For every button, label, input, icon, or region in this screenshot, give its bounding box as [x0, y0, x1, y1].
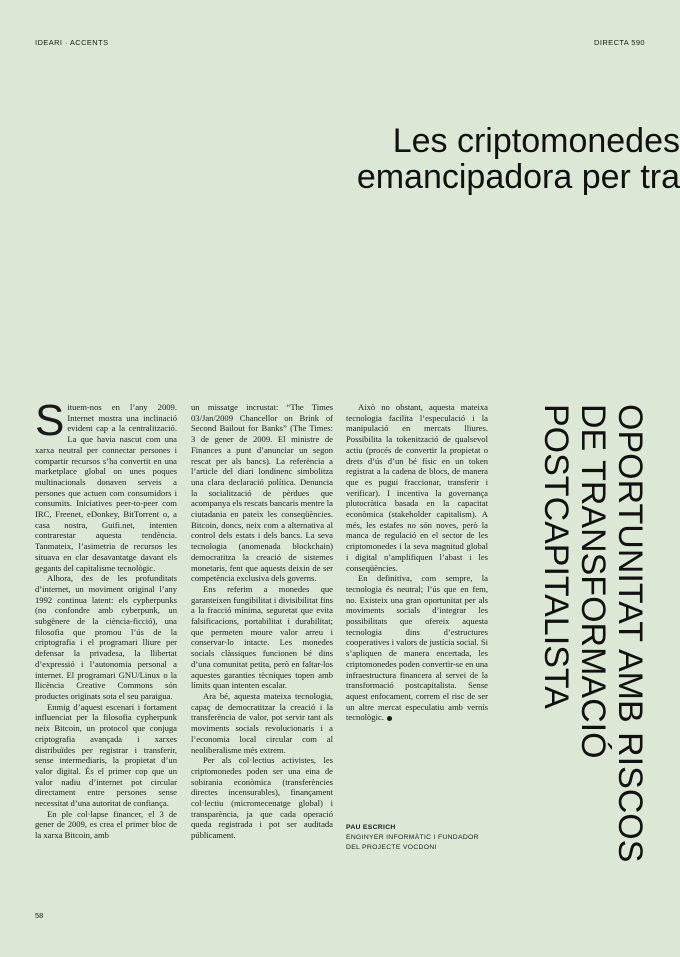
- end-mark-icon: [387, 716, 392, 721]
- author-name: PAU ESCRICH: [346, 824, 396, 831]
- body-paragraph: Ara bé, aquesta mateixa tecnologia, capaç de democratitzar la creació i la transferència de valor, pot servir tant als moviments socials revolucionaris i a l’economia local circular com al neoliberalisme més extrem.: [191, 690, 333, 755]
- body-paragraph: Això no obstant, aquesta mateixa tecnologia facilita l’especulació i la manipulació en mercats lliures. Possibilita la tokenització de qualsevol actiu (procés de convertir la propietat o drets d’ús d’un bé físic en un token registrat a la cadena de blocs, de manera que es pugui fraccionar, transferir i verificar). I incentiva la governança plutocràtica basada en la capacitat econòmica (stakeholder capitalism). A més, les estafes no són noves, però la manca de regulació en el sector de les criptomonedes i la seva magnitud global i digital n’amplifiquen l’abast i les conseqüències.: [346, 402, 488, 573]
- headline-line-2: emancipadora per tra: [356, 158, 680, 196]
- pullquote-line-3: POSTCAPITALISTA: [537, 404, 575, 709]
- body-paragraph: Ens referim a monedes que garanteixen fungibilitat i divisibilitat fins a la fracció mínima, seguretat que evita falsificacions, portabilitat i durabilitat; que permeten moure valor arreu i conservar-lo intacte. Les monedes socials clàssiques funcionen bé dins d’una comunitat petita, però en faltar-los aquestes garanties tècniques topen amb límits quan intenten escalar.: [191, 583, 333, 691]
- author-role: DEL PROJECTE VOCDONI: [346, 844, 437, 851]
- body-paragraph: Alhora, des de les profunditats d’internet, un moviment original l’any 1992 continua latent: els cypherpunks (no confondre amb cyberpunk, un subgènere de la ciència-ficció), una filosofia que promou l’ús de la criptografia i el programari lliure per defensar la privadesa, la llibertat d’expressió i l’autonomia personal a internet. El programari GNU/Linux o la llicència Creative Commons són productes originats sota el seu paraigua.: [35, 573, 177, 701]
- body-paragraph: Per als col·lectius activistes, les criptomonedes poden ser una eina de sobirania econòmica (transferències directes incensurables), finançament col·lectiu (micromecenatge global) i transparència, ja que cada operació queda registrada i pot ser auditada públicament.: [191, 755, 333, 841]
- body-paragraph: En ple col·lapse financer, el 3 de gener de 2009, es crea el primer bloc de la xarxa Bitcoin, amb: [35, 808, 177, 841]
- body-paragraph: En definitiva, com sempre, la tecnologia és neutral; l’ús que en fem, no. Existeix una gran oportunitat per als moviments socials d’integrar les possibilitats que ofereix aquesta tecnologia dins d’estructures cooperatives i valors de justícia social. Si s’apliquen de manera encertada, les criptomonedes poden convertir-se en una infraestructura financera al servei de la transformació postcapitalista. Sense aquest enfocament, correm el risc de ser un altre mercat especulatiu amb vernís tecnològic.: [346, 573, 488, 723]
- headline-line-1: Les criptomonedes: [392, 122, 680, 160]
- vertical-pullquote: [536, 404, 648, 874]
- body-paragraph: Enmig d’aquest escenari i fortament influenciat per la filosofia cypherpunk neix Bitcoin, un protocol que conjuga criptografia avançada i xarxes distribuïdes per registrar i transferir, sense intermediaris, la propietat d’un valor digital. És el primer cop que un valor nadiu d’internet pot circular directament entre persones sense necessitat d’una autoritat de confiança.: [35, 701, 177, 809]
- page-number: 58: [35, 911, 44, 920]
- body-paragraph: Situem-nos en l’any 2009. Internet mostra una inclinació evident cap a la centralització. La que havia nascut com una xarxa neutral per connectar persones i compartir recursos s’ha convertit en una marketplace global on unes poques multinacionals donaven serveis a persones que actuen com consumidors i consumits. Iniciatives peer-to-peer com IRC, Freenet, eDonkey, BitTorrent o, a casa nostra, Guifi.net, intenten contrarestar aquesta tendència. Tanmateix, l’asimetria de recursos les situava en clar desavantatge davant els gegants del capitalisme tecnològic.: [35, 396, 177, 573]
- body-column-3: [346, 402, 488, 723]
- body-column-1: [35, 396, 177, 841]
- pullquote-line-1: OPORTUNITAT AMB RISCOS: [611, 404, 649, 863]
- body-paragraph: un missatge incrustat: “The Times 03/Jan/2009 Chancellor on Brink of Second Bailout for Banks” (The Times: 3 de gener de 2009. El ministre de Finances a punt d’anunciar un segon rescat per als bancs). La referència a l’article del diari londinenc simbolitza una clara declaració política. Denuncia la socialització de pèrdues que acompanya els rescats bancaris mentre la ciutadania en pateix les conseqüències. Bitcoin, doncs, neix com a alternativa al control dels estats i dels bancs. La seva tecnologia (anomenada blockchain) democratitza la creació de sistemes monetaris, fent que aquests deixin de ser competència exclusiva dels governs.: [191, 402, 333, 584]
- body-column-2: [191, 402, 333, 841]
- running-head-right: DIRECTA 590: [594, 38, 645, 47]
- author-credit: [346, 823, 496, 853]
- author-role: ENGINYER INFORMÀTIC I FUNDADOR: [346, 834, 479, 841]
- running-head-left: IDEARI · ACCENTS: [35, 38, 109, 47]
- drop-cap: S: [35, 396, 65, 445]
- pullquote-line-2: DE TRANSFORMACIÓ: [574, 404, 612, 759]
